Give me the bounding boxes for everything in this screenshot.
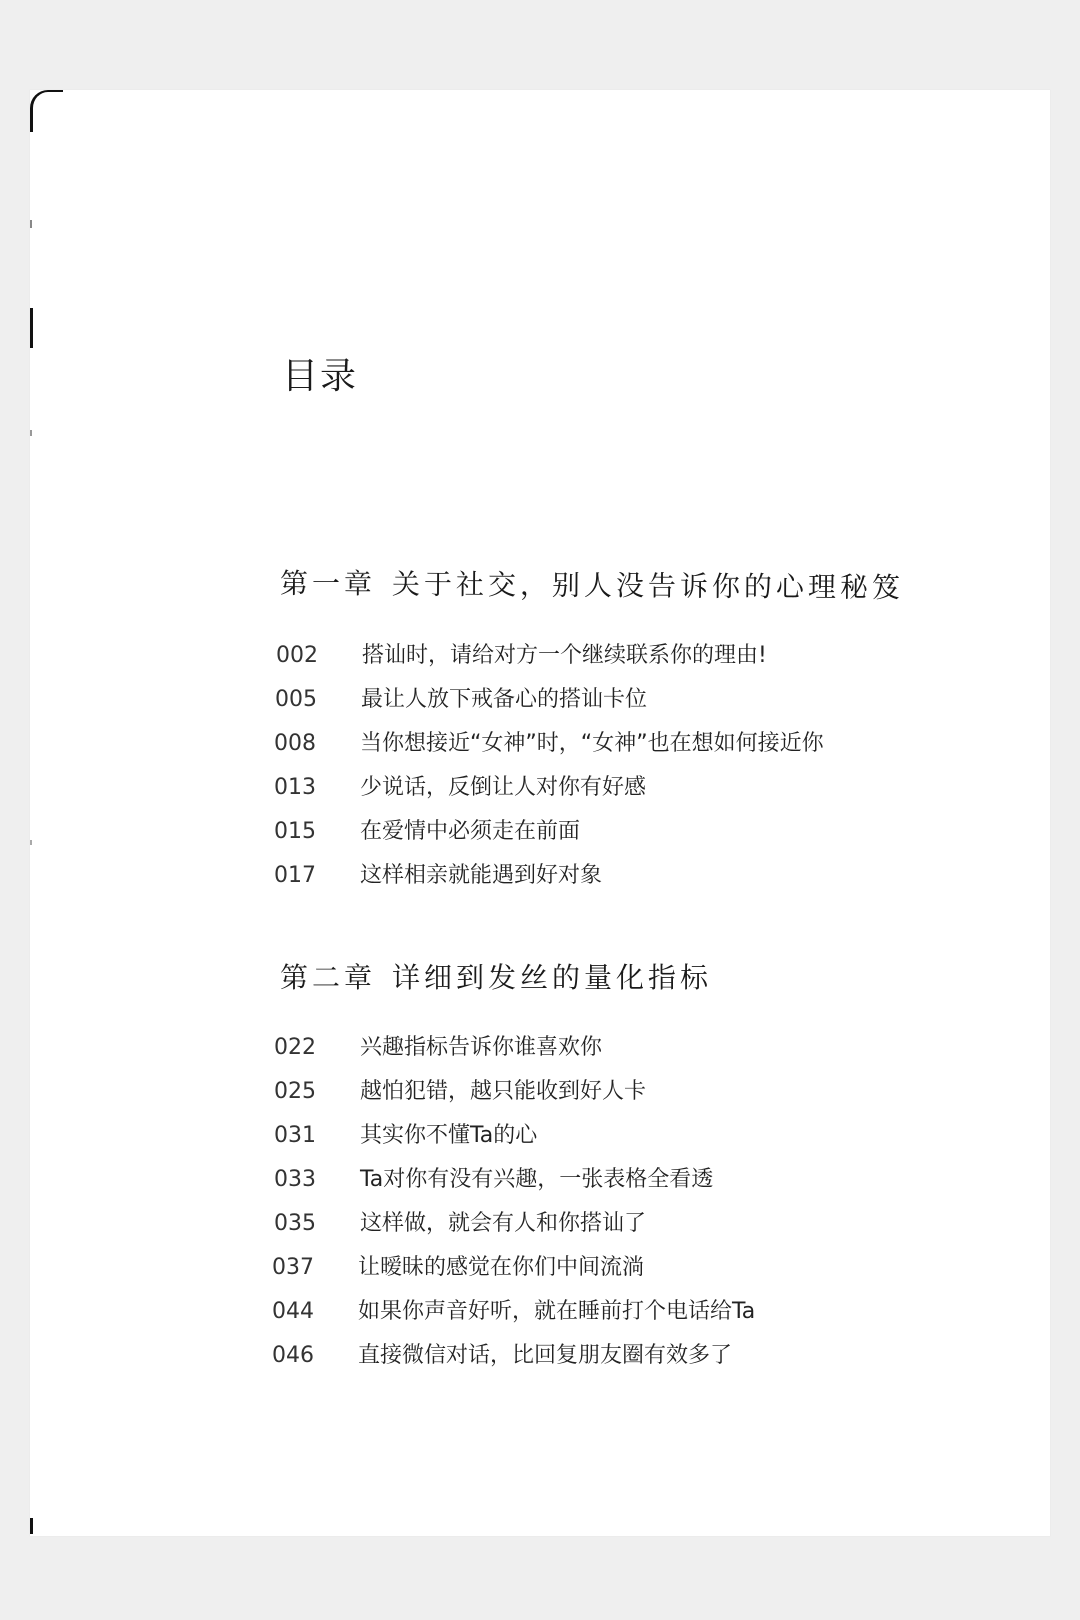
toc-entry[interactable]	[272, 1250, 755, 1294]
chapter-title: 详细到发丝的量化指标	[392, 961, 713, 994]
toc-entry[interactable]	[274, 1074, 755, 1118]
entry-title: 越怕犯错，越只能收到好人卡	[360, 1079, 647, 1104]
entry-page-number: 002	[276, 643, 318, 668]
entry-title: 其实你不懂Ta的心	[360, 1123, 538, 1148]
scan-edge-mark	[30, 1518, 33, 1534]
scan-edge-mark	[30, 308, 33, 348]
entry-title: 这样做，就会有人和你搭讪了	[360, 1211, 647, 1236]
chapter-heading	[280, 956, 712, 996]
entry-page-number: 037	[272, 1255, 314, 1280]
entry-page-number: 044	[272, 1299, 314, 1324]
entry-title: 让暧昧的感觉在你们中间流淌	[358, 1255, 645, 1280]
entry-title: 最让人放下戒备心的搭讪卡位	[361, 687, 648, 712]
chapter-number: 第一章	[279, 566, 377, 601]
toc-entry[interactable]	[274, 726, 824, 770]
chapter-title: 关于社交，别人没告诉你的心理秘笈	[391, 567, 905, 605]
entry-title: 当你想接近“女神”时，“女神”也在想如何接近你	[360, 731, 824, 756]
toc-entry[interactable]	[274, 1118, 755, 1162]
toc-entry[interactable]	[272, 1338, 755, 1382]
toc-entry[interactable]	[275, 682, 824, 726]
toc-entry[interactable]	[274, 1206, 755, 1250]
entry-title: 搭讪时，请给对方一个继续联系你的理由!	[362, 643, 767, 668]
entry-title: 兴趣指标告诉你谁喜欢你	[360, 1035, 603, 1060]
toc-entry[interactable]	[274, 814, 824, 858]
entry-title: 如果你声音好听，就在睡前打个电话给Ta	[358, 1299, 756, 1324]
entry-title: 直接微信对话，比回复朋友圈有效多了	[358, 1343, 733, 1368]
entry-title: Ta对你有没有兴趣，一张表格全看透	[360, 1167, 714, 1192]
page-title: 目录	[282, 356, 359, 397]
chapter-entry-list	[274, 1030, 755, 1382]
entry-page-number: 025	[274, 1079, 316, 1104]
entry-page-number: 013	[274, 775, 316, 800]
scan-edge-mark	[30, 840, 32, 845]
entry-title: 在爱情中必须走在前面	[360, 819, 581, 844]
entry-page-number: 008	[274, 731, 316, 756]
entry-page-number: 046	[272, 1343, 314, 1368]
chapter-number: 第二章	[280, 961, 377, 994]
entry-page-number: 035	[274, 1211, 316, 1236]
entry-page-number: 017	[274, 863, 316, 888]
scan-edge-mark	[30, 220, 32, 228]
entry-page-number: 015	[274, 819, 316, 844]
toc-entry[interactable]	[274, 1030, 755, 1074]
toc-entry[interactable]	[276, 638, 824, 682]
scan-edge-mark	[30, 90, 63, 132]
scan-edge-mark	[30, 430, 32, 436]
toc-entry[interactable]	[274, 1162, 755, 1206]
entry-title: 这样相亲就能遇到好对象	[360, 863, 603, 888]
entry-page-number: 031	[274, 1123, 316, 1148]
entry-page-number: 022	[274, 1035, 316, 1060]
toc-entry[interactable]	[272, 1294, 755, 1338]
entry-page-number: 005	[275, 687, 317, 712]
chapter-entry-list	[274, 638, 824, 902]
toc-entry[interactable]	[274, 770, 824, 814]
book-page	[30, 90, 1050, 1536]
entry-title: 少说话，反倒让人对你有好感	[360, 775, 647, 800]
entry-page-number: 033	[274, 1167, 316, 1192]
toc-entry[interactable]	[274, 858, 824, 902]
chapter-heading	[280, 562, 904, 606]
